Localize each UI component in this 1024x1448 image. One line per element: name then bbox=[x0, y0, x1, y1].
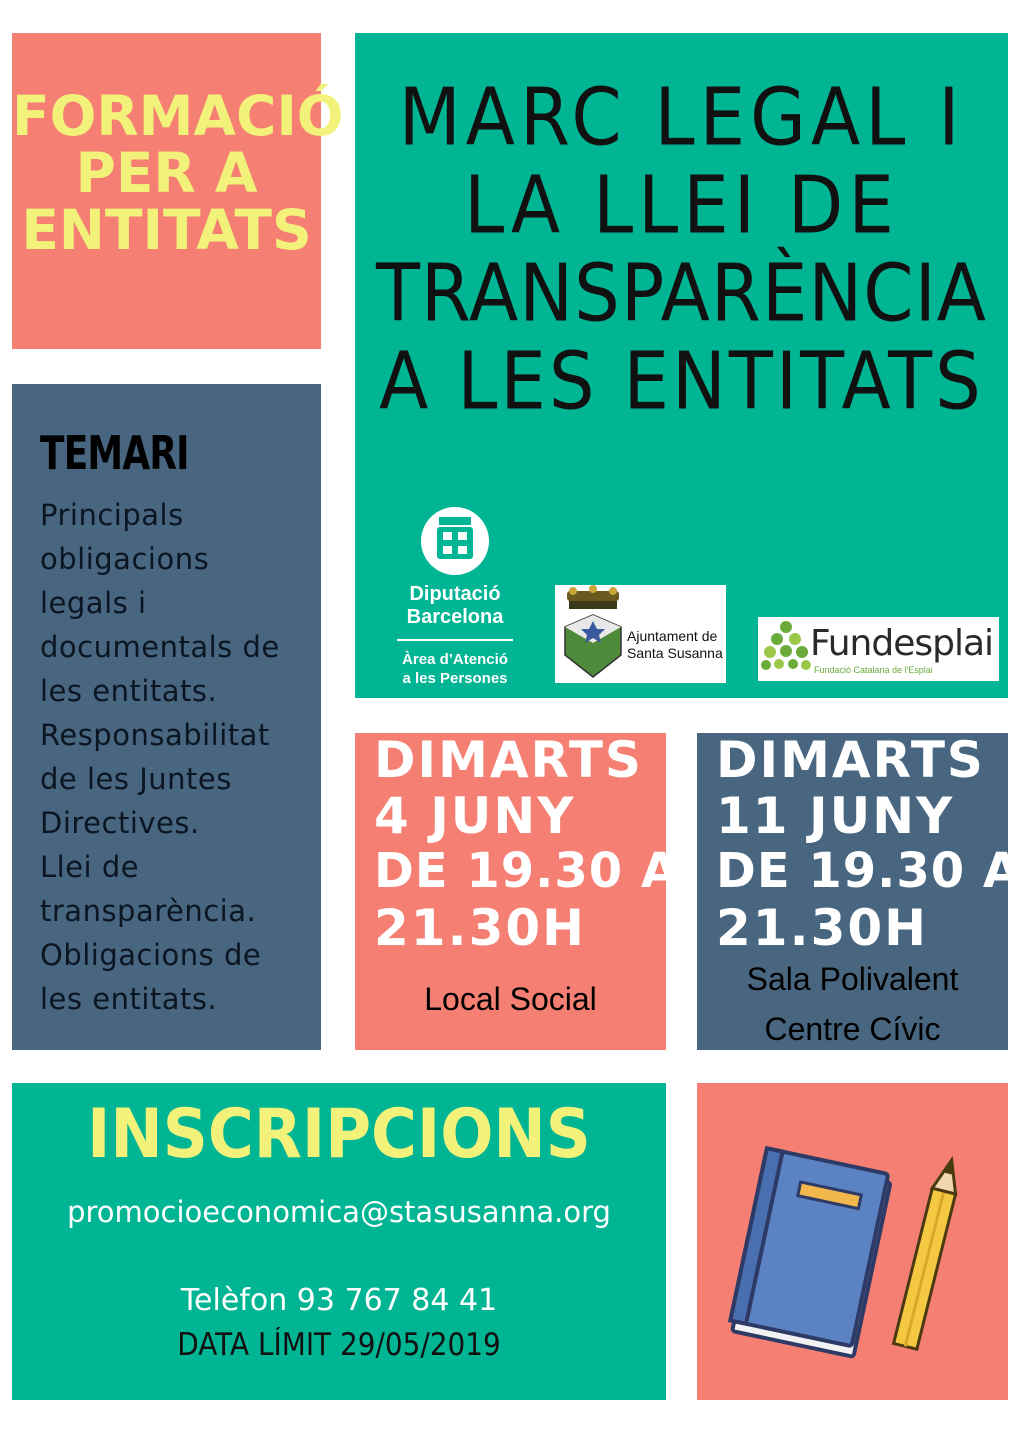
temari-line: Llei de bbox=[40, 850, 140, 884]
temari-line: les entitats. bbox=[40, 982, 218, 1016]
diputacio-logo bbox=[385, 503, 525, 693]
illustration-panel bbox=[697, 1083, 1008, 1400]
temari-line: obligacions bbox=[40, 542, 210, 576]
fundesplai-tree-icon bbox=[760, 619, 812, 679]
formacio-line-2: PER A bbox=[75, 141, 258, 205]
temari-line: transparència. bbox=[40, 894, 257, 928]
ajuntament-line-1: Ajuntament de bbox=[627, 628, 718, 644]
temari-line: Responsabilitat bbox=[40, 718, 270, 752]
title-line-2: LA LLEI DE bbox=[464, 158, 899, 252]
session-1-panel bbox=[355, 731, 680, 1050]
session-2-day: DIMARTS bbox=[716, 731, 985, 789]
temari-line: de les Juntes bbox=[40, 762, 232, 796]
temari-heading: TEMARI bbox=[40, 426, 189, 480]
temari-line: les entitats. bbox=[40, 674, 218, 708]
inscripcions-email[interactable]: promocioeconomica@stasusanna.org bbox=[67, 1195, 611, 1229]
session-1-day: DIMARTS bbox=[374, 731, 643, 789]
temari-line: Directives. bbox=[40, 806, 200, 840]
fundesplai-sub: Fundació Catalana de l'Esplai bbox=[814, 665, 933, 675]
diputacio-emblem-icon bbox=[385, 503, 525, 583]
ajuntament-logo bbox=[555, 585, 726, 683]
inscripcions-panel bbox=[12, 1083, 666, 1400]
diputacio-divider bbox=[397, 639, 513, 641]
title-line-4: A LES ENTITATS bbox=[379, 334, 984, 428]
session-1-time-end: 21.30H bbox=[374, 899, 586, 957]
ajuntament-shield-icon bbox=[557, 585, 627, 683]
session-1-time-start: DE 19.30 A bbox=[374, 843, 680, 899]
diputacio-name-2: Barcelona bbox=[406, 606, 504, 628]
session-2-date: 11 JUNY bbox=[716, 787, 955, 845]
diputacio-sub-1: Àrea d’Atenció bbox=[402, 651, 508, 668]
inscripcions-phone: Telèfon 93 767 84 41 bbox=[180, 1283, 498, 1318]
formacio-line-3: ENTITATS bbox=[21, 198, 312, 262]
inscripcions-deadline: DATA LÍMIT 29/05/2019 bbox=[177, 1327, 501, 1363]
fundesplai-logo bbox=[758, 617, 999, 681]
temari-line: Principals bbox=[40, 498, 184, 532]
formacio-panel bbox=[12, 33, 344, 349]
temari-line: Obligacions de bbox=[40, 938, 262, 972]
title-line-1: MARC LEGAL I bbox=[398, 70, 965, 164]
fundesplai-name: Fundesplai bbox=[810, 623, 994, 664]
session-2-venue-1: Sala Polivalent bbox=[746, 961, 959, 997]
session-2-venue-2: Centre Cívic bbox=[764, 1011, 941, 1047]
book-icon bbox=[707, 1143, 907, 1373]
title-line-3: TRANSPARÈNCIA bbox=[375, 246, 988, 340]
formacio-line-1: FORMACIÓ bbox=[12, 84, 344, 148]
pencil-icon bbox=[887, 1149, 967, 1369]
diputacio-sub-2: a les Persones bbox=[402, 670, 508, 687]
inscripcions-heading: INSCRIPCIONS bbox=[87, 1095, 591, 1174]
temari-line: legals i bbox=[40, 586, 147, 620]
ajuntament-line-2: Santa Susanna bbox=[627, 645, 723, 661]
session-2-time-end: 21.30H bbox=[716, 899, 928, 957]
session-2-time-start: DE 19.30 A bbox=[716, 843, 1022, 899]
temari-panel bbox=[12, 384, 321, 1050]
session-2-panel bbox=[697, 731, 1022, 1050]
diputacio-name-1: Diputació bbox=[409, 583, 501, 605]
session-1-venue: Local Social bbox=[424, 981, 597, 1017]
title-panel bbox=[355, 33, 1008, 698]
temari-line: documentals de bbox=[40, 630, 280, 664]
session-1-date: 4 JUNY bbox=[374, 787, 576, 845]
